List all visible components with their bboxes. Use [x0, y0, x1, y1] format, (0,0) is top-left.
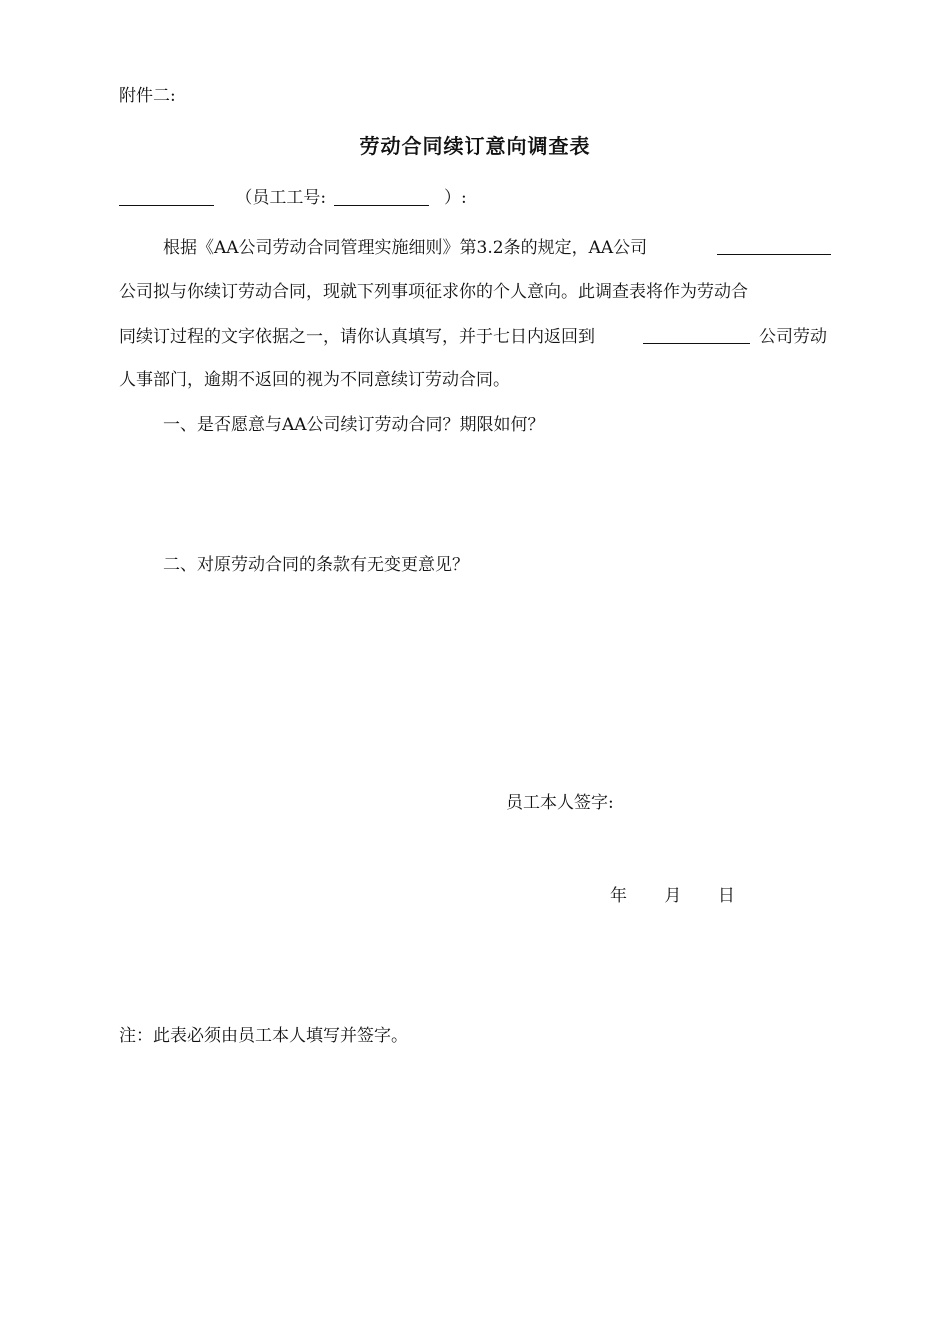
page-title: 劳动合同续订意向调查表 [359, 134, 591, 158]
paragraph-line-2: 公司拟与你续订劳动合同，现就下列事项征求你的个人意向。此调查表将作为劳动合 [119, 282, 748, 302]
date-line [610, 881, 735, 906]
paragraph-line-4: 人事部门，逾期不返回的视为不同意续订劳动合同。 [119, 370, 510, 390]
employee-header-line [119, 183, 467, 208]
signature-label: 员工本人签字: [506, 793, 614, 813]
footnote: 注：此表必须由员工本人填写并签字。 [119, 1026, 408, 1046]
question-1: 一、是否愿意与AA公司续订劳动合同？期限如何？ [163, 415, 545, 435]
return-company-blank[interactable] [643, 325, 750, 344]
employee-no-blank[interactable] [334, 187, 429, 206]
date-year-label: 年 [610, 886, 627, 906]
paragraph-line-1-text: 根据《AA公司劳动合同管理实施细则》第3.2条的规定，AA公司 [163, 238, 648, 258]
paragraph-line-3-end: 公司劳动 [759, 327, 827, 347]
paragraph-line-3-text: 同续订过程的文字依据之一，请你认真填写，并于七日内返回到 [119, 327, 595, 347]
employee-no-close: ）: [443, 188, 467, 208]
paragraph-line-3 [119, 322, 595, 347]
attachment-label: 附件二: [119, 86, 176, 106]
date-month-label: 月 [664, 886, 682, 906]
employee-name-blank[interactable] [119, 187, 214, 206]
question-2: 二、对原劳动合同的条款有无变更意见？ [163, 555, 469, 575]
paragraph-line-1 [163, 233, 647, 258]
company-name-blank[interactable] [717, 236, 831, 255]
date-day-label: 日 [717, 886, 735, 906]
employee-no-label: （员工工号: [235, 188, 327, 208]
